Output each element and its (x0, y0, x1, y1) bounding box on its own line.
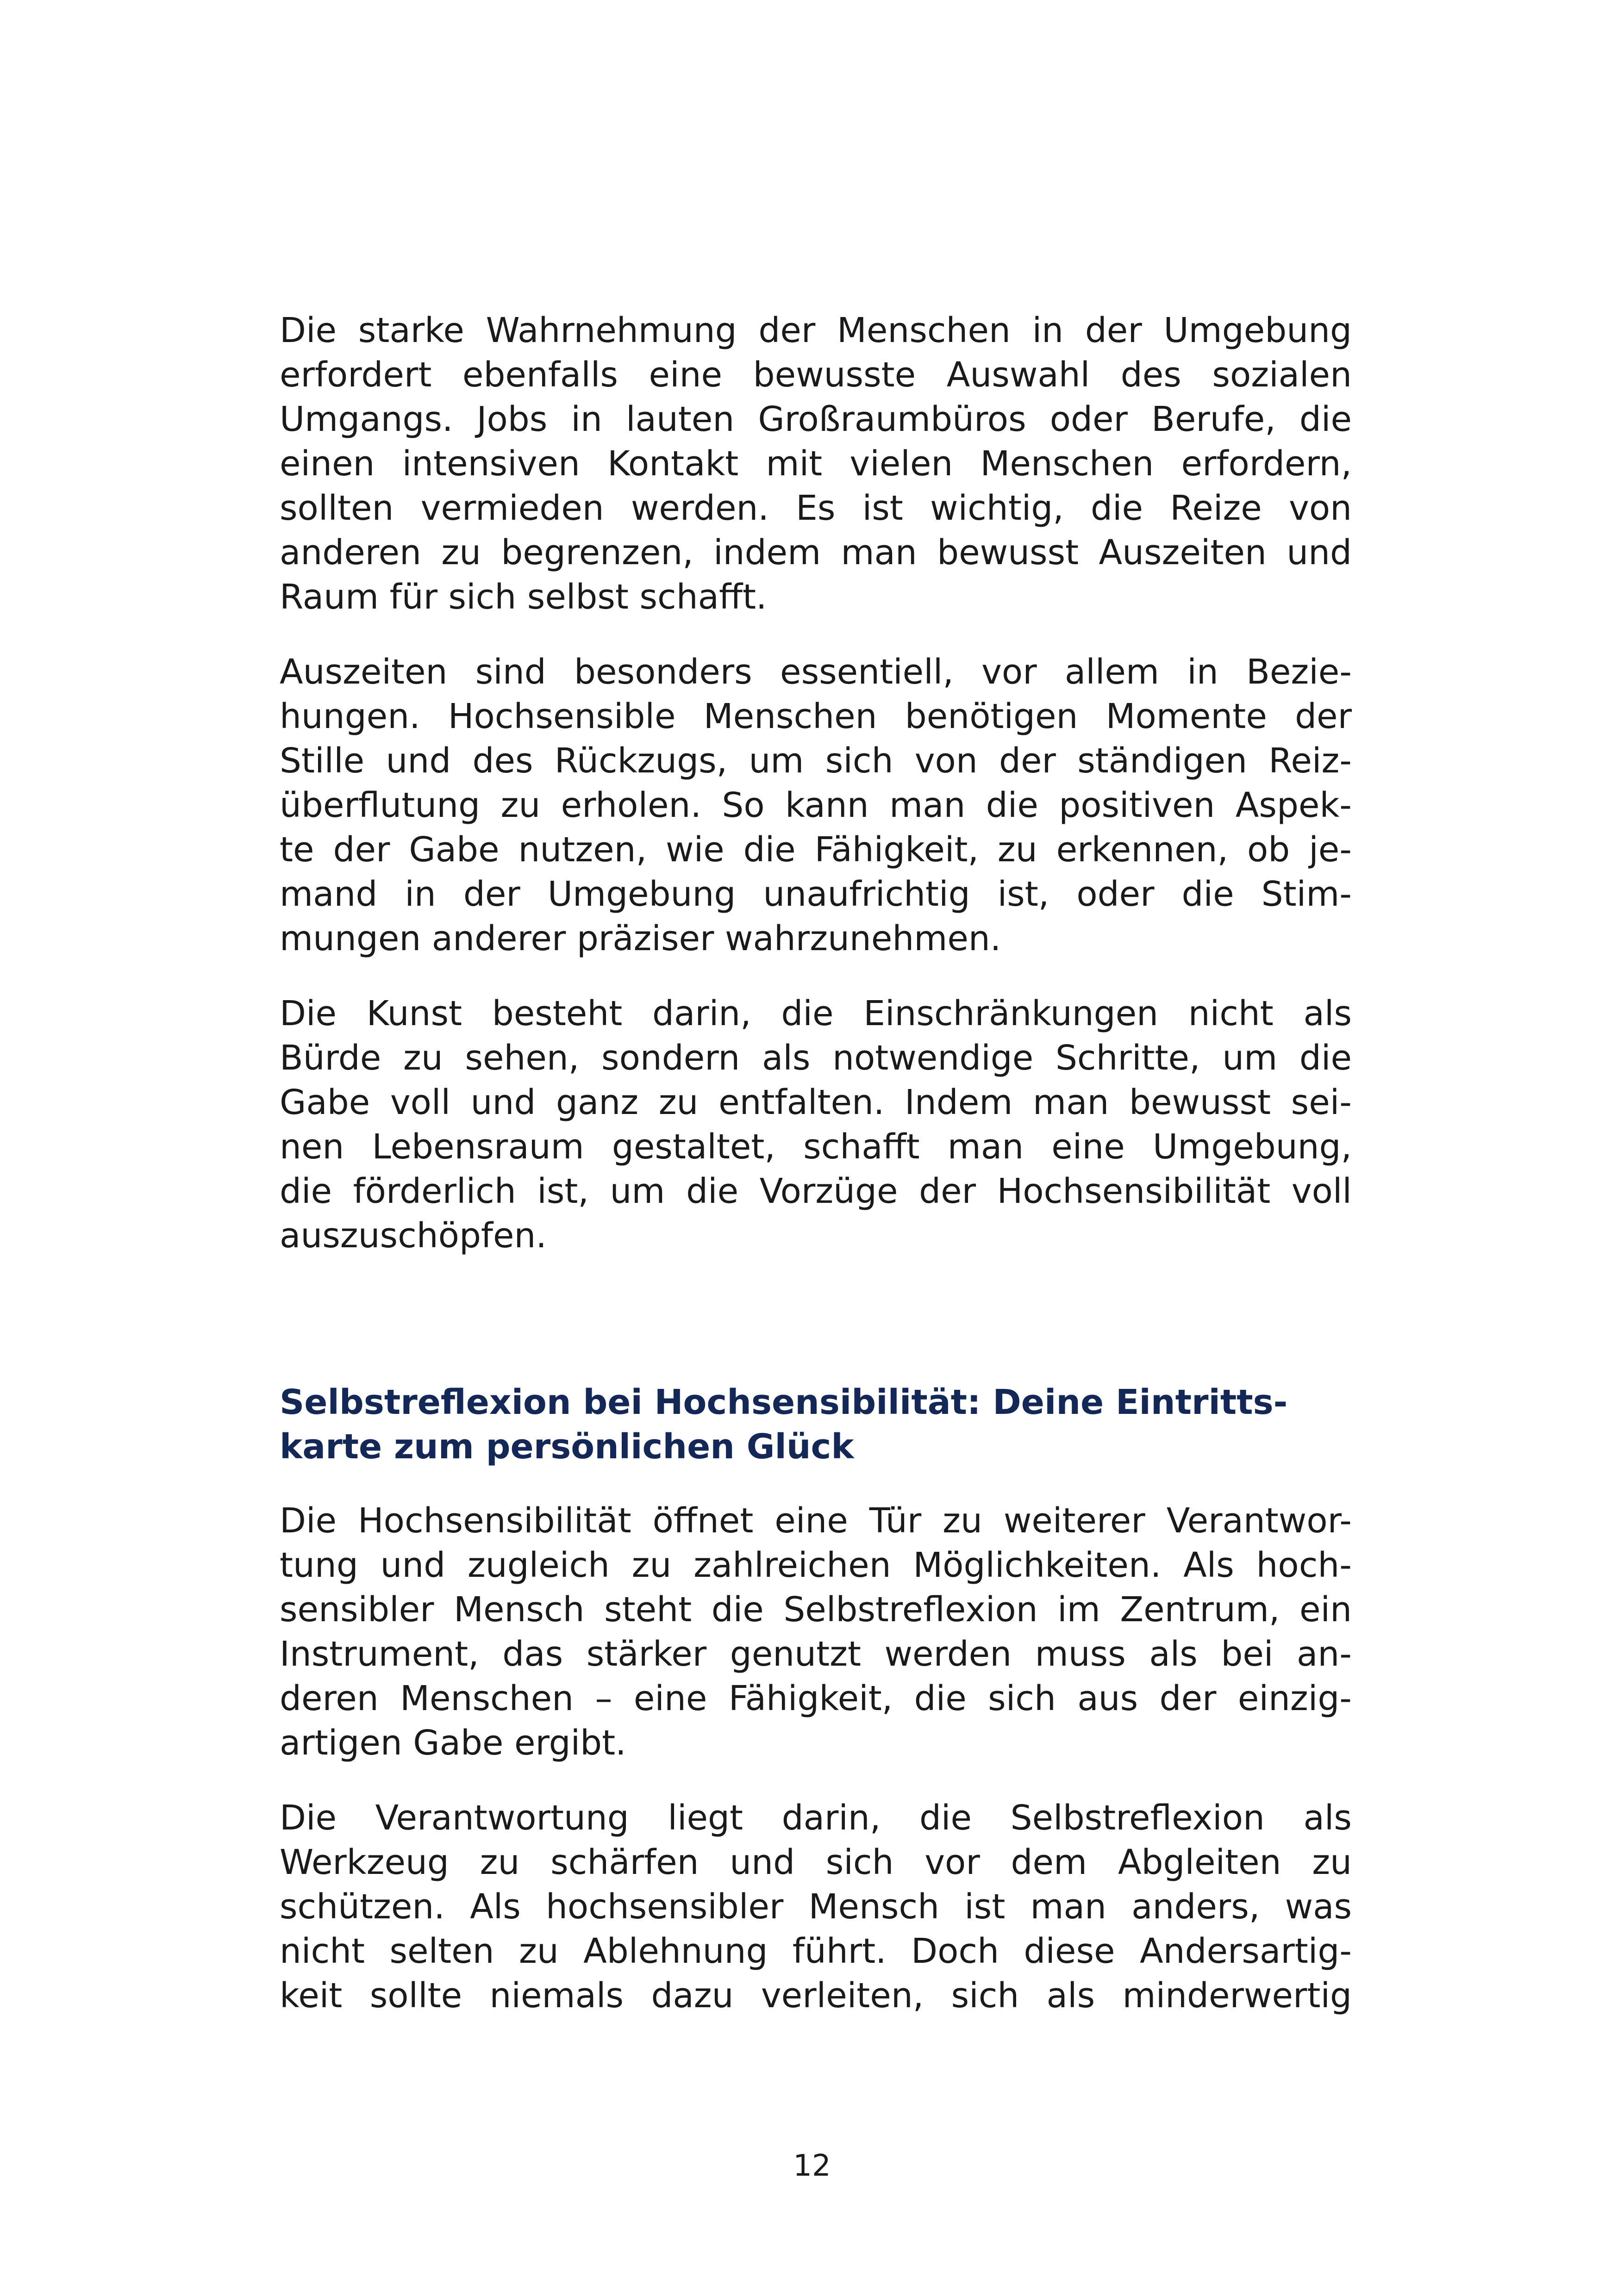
text-line: Umgangs. Jobs in lauten Großraumbüros oder Berufe, die (280, 399, 1352, 439)
text-line: Werkzeug zu schärfen und sich vor dem Abgleiten zu (280, 1842, 1352, 1882)
text-line: Instrument, das stärker genutzt werden muss als bei an- (280, 1634, 1352, 1674)
text-line: Raum für sich selbst schafft. (280, 577, 767, 617)
text-line: auszuschöpfen. (280, 1216, 547, 1256)
text-line: Die Hochsensibilität öffnet eine Tür zu weiterer Verantwor- (280, 1501, 1352, 1541)
text-line: einen intensiven Kontakt mit vielen Menschen erfordern, (280, 444, 1352, 484)
text-line: Die starke Wahrnehmung der Menschen in der Umgebung (280, 311, 1352, 350)
text-line: mungen anderer präziser wahrzunehmen. (280, 919, 1001, 958)
text-line: überflutung zu erholen. So kann man die positiven Aspek- (280, 785, 1352, 825)
text-line: sensibler Mensch steht die Selbstreflexion im Zentrum, ein (280, 1590, 1352, 1630)
text-line: nicht selten zu Ablehnung führt. Doch diese Andersartig- (280, 1931, 1352, 1971)
text-line: deren Menschen – eine Fähigkeit, die sich aus der einzig- (280, 1679, 1352, 1718)
page-content (280, 308, 1352, 2018)
page-number: 12 (793, 2149, 831, 2183)
text-line: artigen Gabe ergibt. (280, 1723, 626, 1763)
paragraph (280, 308, 1352, 619)
text-line: te der Gabe nutzen, wie die Fähigkeit, zu erkennen, ob je- (280, 830, 1352, 870)
text-line: schützen. Als hochsensibler Mensch ist man anders, was (280, 1887, 1352, 1927)
heading-line: karte zum persönlichen Glück (280, 1427, 854, 1467)
text-line: anderen zu begrenzen, indem man bewusst Auszeiten und (280, 533, 1352, 572)
text-line: Stille und des Rückzugs, um sich von der ständigen Reiz- (280, 741, 1352, 781)
text-line: Gabe voll und ganz zu entfalten. Indem man bewusst sei- (280, 1083, 1352, 1122)
text-line: keit sollte niemals dazu verleiten, sich als minderwertig (280, 1976, 1352, 2016)
text-line: hungen. Hochsensible Menschen benötigen Momente der (280, 697, 1352, 736)
paragraph (280, 1796, 1352, 2018)
heading-line: Selbstreflexion bei Hochsensibilität: Deine Eintritts- (280, 1382, 1288, 1422)
paragraph (280, 650, 1352, 961)
text-line: Auszeiten sind besonders essentiell, vor allem in Bezie- (280, 652, 1352, 692)
text-line: die förderlich ist, um die Vorzüge der Hochsensibilität voll (280, 1171, 1352, 1211)
text-line: mand in der Umgebung unaufrichtig ist, oder die Stim- (280, 874, 1352, 914)
text-line: sollten vermieden werden. Es ist wichtig, die Reize von (280, 488, 1352, 528)
text-line: tung und zugleich zu zahlreichen Möglichkeiten. Als hoch- (280, 1545, 1352, 1585)
text-line: erfordert ebenfalls eine bewusste Auswahl des sozialen (280, 355, 1352, 395)
text-line: Die Kunst besteht darin, die Einschränkungen nicht als (280, 994, 1352, 1033)
text-line: Bürde zu sehen, sondern als notwendige Schritte, um die (280, 1038, 1352, 1078)
text-line: nen Lebensraum gestaltet, schafft man eine Umgebung, (280, 1127, 1352, 1167)
section-heading (280, 1380, 1352, 1469)
text-line: Die Verantwortung liegt darin, die Selbstreflexion als (280, 1798, 1352, 1838)
paragraph (280, 1499, 1352, 1765)
paragraph (280, 991, 1352, 1258)
